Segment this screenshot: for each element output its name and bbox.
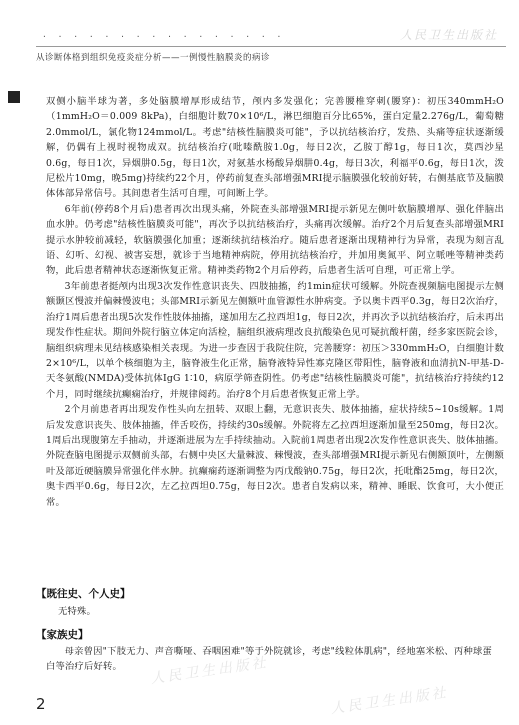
publisher-watermark: 人民卫生出版社	[149, 654, 270, 688]
section-body-family: 母亲曾因"下肢无力、声音嘶哑、吞咽困难"等于外院就诊，考虑"线粒体肌病"，经地塞米松、丙种球蛋白等治疗后好转。	[46, 646, 492, 673]
section-body-history: 无特殊。	[58, 606, 96, 617]
section-title-history: 【既往史、个人史】	[36, 588, 131, 600]
paragraph-2: 6年前(停药8个月后)患者再次出现头痛，外院查头部增强MRI提示新见左侧叶软脑膜增厚、强化伴脑出血水肿。仍考虑"结核性脑膜炎可能"，再次予以抗结核治疗，头痛再次缓解。治疗2个月后复查头部增强MRI提示水肿较前减轻，软脑膜强化加重；逐渐续抗结核治疗。随后患者逐渐出现精神行为异常，表现为刻言乱语、幻听、幻视、被害妄想，就诊于当地精神病院，停用抗结核治疗，并加用奥氮平、阿立哌唑等精神类药物，此后患者精神状态逐渐恢复正常。精神类药物2个月后停药，后患者生活可自理，可正常上学。	[46, 203, 504, 277]
page-number: 2	[36, 695, 46, 713]
publisher-watermark: 人民卫生出版社	[329, 684, 450, 718]
paragraph-4: 2个月前患者再出现发作性头向左扭转、双眼上翻，无意识丧失、肢体抽搐，症状持续5~10s缓解。1周后发发意识丧失、肢体抽搐，伴舌咬伤，持续约30s缓解。外院将左乙拉西坦逐渐加量至250mg，每日2次。1周后出现腹第左手抽动，并逐渐进展为左手持续抽动。入院前1周患者出现2次发作性意识丧失、肢体抽搐。外院查脑电图提示双侧前头部，右侧中央区大量棘波、棘慢波，查头部增强MRI提示新见右侧额顶叶，左侧额叶及部近硬脑膜异常强化伴水肿。抗癫痫药逐渐调整为丙戊酸钠0.75g，每日2次，托吡酯25mg，每日2次，奥卡西平0.6g，每日2次，左乙拉西坦0.75g，每日2次。患者自发病以来，精神、睡眠、饮食可，大小便正常。	[46, 404, 504, 508]
paragraph-3: 3年前患者挺颅内出现3次发作性意识丧失、四肢抽搐，约1min症状可缓解。外院查视频脑电图提示左侧额颞区慢波并偏棘慢波电；头部MRI示新见左侧额叶血管源性水肿病变。予以奥卡西平0.3g，每日2次治疗，治疗1周后患者出现5次发作性肢体抽搐，遂加用左乙拉西坦1g，每日2次，并再次予以抗结核治疗，后未再出现发作性症状。期间外院行脑立体定向活检，脑组织液病理改良抗酸染色见可疑抗酸杆菌，经多家医院会诊，脑组织病理未见结核感染相关表现。为进一步查因于我院住院，完善腰穿：初压＞330mmH₂O，白细胞计数2×10⁶/L，以单个核细胞为主，脑脊液生化正常，脑脊液特异性寡克隆区带阳性，脑脊液和血清抗N-甲基-D-天冬氨酸(NMDA)受体抗体IgG 1∶10，病原学筛查阴性。仍考虑"结核性脑膜炎可能"，抗结核治疗持续约12个月，同时继续抗癫痫治疗，并规律阅药。治疗8个月后患者恢复正常上学。	[46, 280, 504, 400]
paragraph-1: 双侧小脑半球为著，多处脑膜增厚形成结节，颅内多发强化；完善腰椎穿刺(腰穿)：初压340mmH₂O（1mmH₂O＝0.009 8kPa)，白细胞计数70×10⁶/L，淋巴细胞百分比65%，蛋白定量2.276g/L，葡萄糖2.0mmol/L，氯化物124mmol/L。考虑"结核性脑膜炎可能"，予以抗结核治疗，发热、头痛等症状逐渐缓解，仍偶有上视时视物成双。抗结核治疗(吡嗪酰胺1.0g，每日2次，乙胺丁醇1g，每日1次，莫西沙星0.6g，每日1次，异烟肼0.5g，每日1次，对氨基水杨酸异烟肼0.4g，每日3次，利福平0.6g，每日1次，泼尼松片10mg，晚5mg)持续约22个月，停药前复查头部增强MRI提示脑膜强化较前好转，右侧基底节及脑膜体体部异常信号。其间患者生活可自理，可间断上学。	[46, 96, 504, 200]
header-dots: · · · · · · · · · · · · · · · ·	[42, 32, 285, 41]
section-title-family: 【家族史】	[36, 629, 89, 641]
publisher-watermark-top: 人民卫生出版社	[399, 28, 498, 42]
margin-marker	[8, 91, 20, 103]
main-text	[46, 94, 504, 510]
running-head: 从诊断体格到组织免疫炎症分析——一例慢性脑膜炎的病诊	[36, 53, 271, 63]
header-rule	[36, 22, 506, 47]
